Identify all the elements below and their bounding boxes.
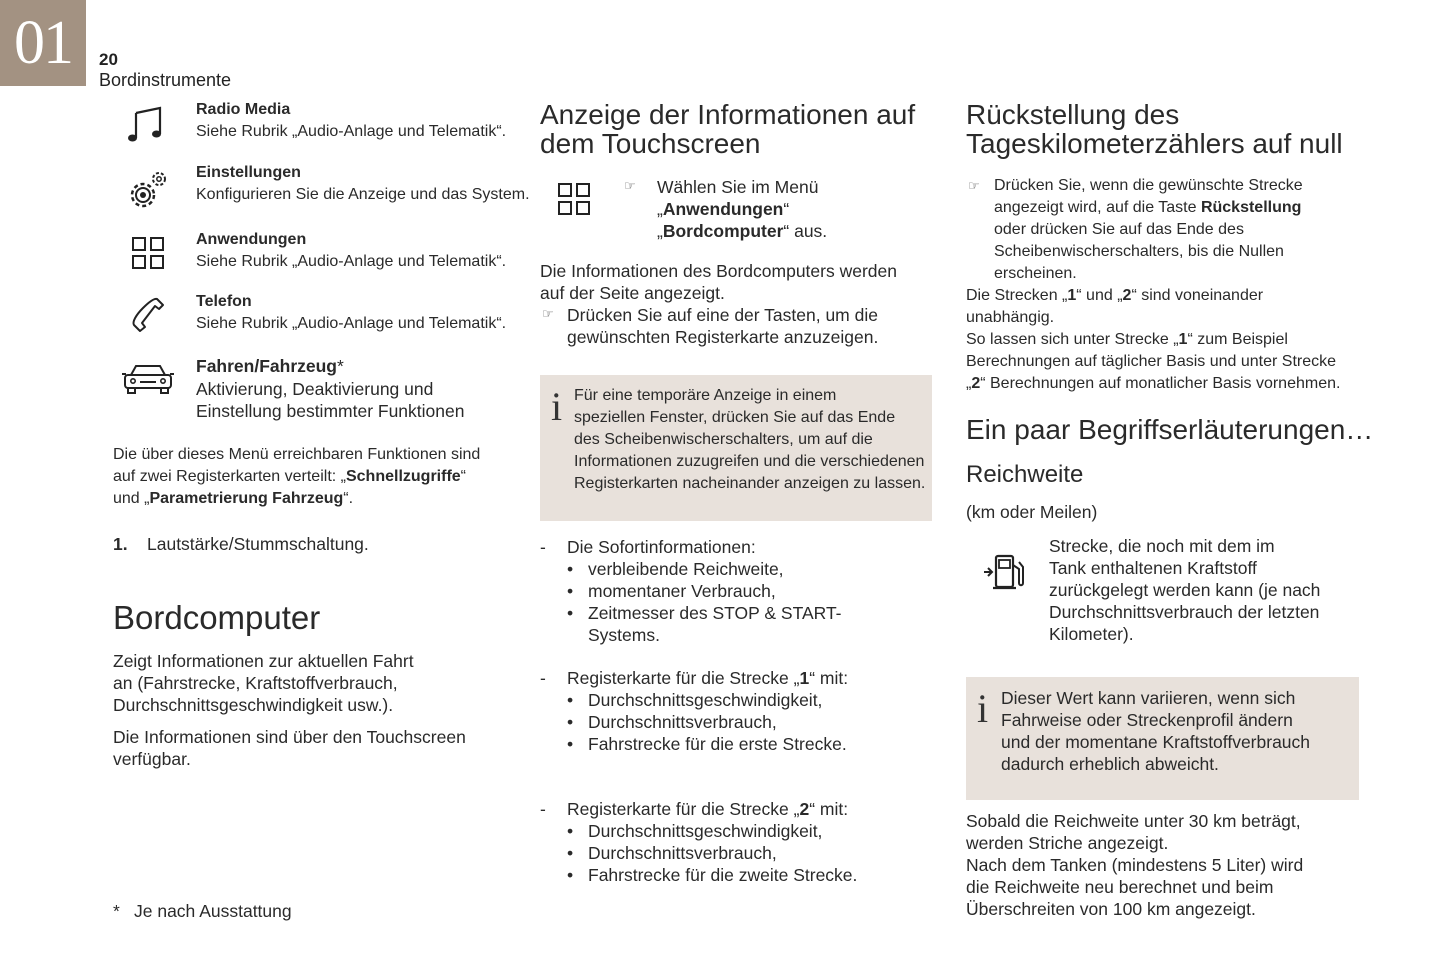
info-icon: i xyxy=(551,384,563,429)
tabs-text-l2c: “ xyxy=(460,468,466,485)
list2-dash: - xyxy=(540,668,546,688)
tabs-text-line1: Die über dieses Menü erreichbaren Funktionen sind xyxy=(113,446,481,463)
col3-title-l2: Tageskilometerzählers auf null xyxy=(966,128,1343,159)
bordcomputer-p2-l2: verfügbar. xyxy=(113,749,191,769)
col3-p2-b: 1 xyxy=(1178,331,1188,348)
col3-unit: (km oder Meilen) xyxy=(966,502,1098,522)
col3-p1-c: “ und „ xyxy=(1076,287,1123,304)
col2-step-l3a: „ xyxy=(657,221,663,241)
col3-p2-l3 xyxy=(966,373,1340,395)
note-line-2: Fahrweise oder Streckenprofil ändern xyxy=(1001,710,1293,730)
gears-icon xyxy=(126,169,168,213)
list3-head xyxy=(567,798,848,820)
car-icon xyxy=(122,362,174,396)
menu-title-radio-media: Radio Media xyxy=(196,101,291,118)
fuel-line-2: Tank enthaltenen Kraftstoff xyxy=(1049,558,1257,578)
hand-pointer-icon: ☞ xyxy=(542,306,554,321)
item1-number: 1. xyxy=(113,534,128,554)
list-item: • Zeitmesser des STOP & START- xyxy=(567,602,842,624)
fuel-line-1: Strecke, die noch mit dem im xyxy=(1049,536,1275,556)
fuel-line-3: zurückgelegt werden kann (je nach xyxy=(1049,580,1321,600)
col3-p3-l3: Nach dem Tanken (mindestens 5 Liter) wird xyxy=(966,855,1304,875)
col2-title-l1: Anzeige der Informationen auf xyxy=(540,99,916,130)
tabs-text-schnellzugriffe: Schnellzugriffe xyxy=(345,468,461,485)
info-note xyxy=(966,677,1359,800)
col3-p2-a: So lassen sich unter Strecke „ xyxy=(966,331,1179,348)
col3-step-l5: erscheinen. xyxy=(994,265,1077,282)
col3-p1-l2: unabhängig. xyxy=(966,309,1055,326)
info-note xyxy=(540,375,932,521)
list-item: • Durchschnittsgeschwindigkeit, xyxy=(567,820,857,842)
note-line-5: Registerkarten nacheinander anzeigen zu lassen. xyxy=(574,475,926,492)
tabs-text-line2 xyxy=(113,466,466,488)
menu-title-einstellungen: Einstellungen xyxy=(196,164,301,181)
list3-head-c: “ mit: xyxy=(809,799,849,819)
bordcomputer-title: Bordcomputer xyxy=(113,599,321,636)
col3-p3-l4: die Reichweite neu berechnet und beim xyxy=(966,877,1274,897)
col3-heading-begriffe: Ein paar Begriffserläuterungen… xyxy=(966,414,1374,445)
fuel-pump-icon xyxy=(983,553,1027,591)
col3-p1-b: 1 xyxy=(1067,287,1077,304)
page-section: Bordinstrumente xyxy=(99,70,232,90)
col3-p2-l1 xyxy=(966,329,1288,351)
note-line-3: des Scheibenwischerschalters, um auf die xyxy=(574,431,873,448)
list2-head-c: “ mit: xyxy=(809,668,849,688)
col3-p2-l3a: „ xyxy=(966,375,972,392)
music-note-icon xyxy=(127,106,167,144)
col2-p1-l1: Die Informationen des Bordcomputers werden xyxy=(540,261,897,281)
col2-title-l2: dem Touchscreen xyxy=(540,128,761,159)
list2-head-b: 1 xyxy=(799,668,810,688)
list3-dash: - xyxy=(540,799,546,819)
list2-head xyxy=(567,667,848,689)
item1-text: Lautstärke/Stummschaltung. xyxy=(147,534,369,554)
fuel-line-5: Kilometer). xyxy=(1049,624,1134,644)
tabs-text-parametrierung: Parametrierung Fahrzeug xyxy=(149,490,344,507)
list2-head-a: Registerkarte für die Strecke „ xyxy=(567,668,800,688)
menu-title-fahren xyxy=(196,356,344,377)
col3-step-l4: Scheibenwischerschalters, bis die Nullen xyxy=(994,243,1284,260)
list1-items xyxy=(567,558,842,624)
list1-item-cont: Systems. xyxy=(588,625,660,645)
note-line-2: speziellen Fenster, drücken Sie auf das Ende xyxy=(574,409,896,426)
phone-icon xyxy=(130,296,166,334)
menu-desc-anwendungen: Siehe Rubrik „Audio-Anlage und Telematik“. xyxy=(196,253,507,270)
list1-dash: - xyxy=(540,537,546,557)
fuel-line-4: Durchschnittsverbrauch der letzten xyxy=(1049,602,1320,622)
col3-step-l2a: angezeigt wird, auf die Taste xyxy=(994,199,1201,216)
tabs-text-l2a: auf zwei Registerkarten verteilt: „ xyxy=(113,468,346,485)
col3-p1-d: 2 xyxy=(1122,287,1132,304)
tabs-text-l3c: “. xyxy=(343,490,354,507)
note-line-4: dadurch erheblich abweicht. xyxy=(1001,754,1219,774)
bordcomputer-p2-l1: Die Informationen sind über den Touchscreen xyxy=(113,727,466,747)
menu-desc-telefon: Siehe Rubrik „Audio-Anlage und Telematik“. xyxy=(196,315,507,332)
list-item: • Durchschnittsverbrauch, xyxy=(567,842,857,864)
tabs-text-line3 xyxy=(113,488,353,510)
list-item: • Durchschnittsverbrauch, xyxy=(567,711,847,733)
col3-p2-l2: Berechnungen auf täglicher Basis und unter Strecke xyxy=(966,353,1337,370)
list-item: • Durchschnittsgeschwindigkeit, xyxy=(567,689,847,711)
fahren-title: Fahren/Fahrzeug xyxy=(196,356,337,376)
list3-head-a: Registerkarte für die Strecke „ xyxy=(567,799,800,819)
col2-step-l2 xyxy=(657,198,789,220)
apps-grid-icon xyxy=(557,182,591,216)
fahren-line2: Einstellung bestimmter Funktionen xyxy=(196,401,465,421)
list-item: • Fahrstrecke für die erste Strecke. xyxy=(567,733,847,755)
info-icon: i xyxy=(977,686,989,731)
col3-title-l1: Rückstellung des xyxy=(966,99,1180,130)
col3-p3-l2: werden Striche angezeigt. xyxy=(966,833,1169,853)
col2-step-l3 xyxy=(657,220,827,242)
col3-heading-reichweite: Reichweite xyxy=(966,461,1084,488)
col2-step-l1: Wählen Sie im Menü xyxy=(657,177,819,197)
note-line-4: Informationen zuzugreifen und die verschiedenen xyxy=(574,453,925,470)
note-line-1: Dieser Wert kann variieren, wenn sich xyxy=(1001,688,1296,708)
list-item: • momentaner Verbrauch, xyxy=(567,580,842,602)
col2-step-bordcomputer: Bordcomputer xyxy=(662,221,784,241)
col3-p2-l3b: 2 xyxy=(971,375,981,392)
col3-p1-l1 xyxy=(966,285,1263,307)
col2-step2-l1: Drücken Sie auf eine der Tasten, um die xyxy=(567,305,878,325)
col3-step-l3: oder drücken Sie auf das Ende des xyxy=(994,221,1244,238)
menu-title-anwendungen: Anwendungen xyxy=(196,231,307,248)
col3-step-rueckstellung: Rückstellung xyxy=(1200,199,1302,216)
col2-step-l2a: „ xyxy=(657,199,663,219)
menu-title-telefon: Telefon xyxy=(196,293,252,310)
list2-items xyxy=(567,689,847,755)
bordcomputer-p1-l1: Zeigt Informationen zur aktuellen Fahrt xyxy=(113,651,414,671)
col3-p1-e: “ sind voneinander xyxy=(1131,287,1264,304)
tabs-text-l3a: und „ xyxy=(113,490,150,507)
menu-desc-radio-media: Siehe Rubrik „Audio-Anlage und Telematik“. xyxy=(196,123,507,140)
bordcomputer-p1-l2: an (Fahrstrecke, Kraftstoffverbrauch, xyxy=(113,673,398,693)
col2-step-anwendungen: Anwendungen xyxy=(662,199,784,219)
list3-head-b: 2 xyxy=(799,799,810,819)
fahren-star: * xyxy=(337,356,344,376)
apps-grid-icon xyxy=(131,236,165,270)
col2-step-l3c: “ aus. xyxy=(783,221,828,241)
col2-step2-l2: gewünschten Registerkarte anzuzeigen. xyxy=(567,327,879,347)
col3-step-l1: Drücken Sie, wenn die gewünschte Strecke xyxy=(994,177,1303,194)
bordcomputer-p1-l3: Durchschnittsgeschwindigkeit usw.). xyxy=(113,695,394,715)
note-line-1: Für eine temporäre Anzeige in einem xyxy=(574,387,837,404)
col3-p2-c: “ zum Beispiel xyxy=(1187,331,1288,348)
col3-p2-l3c: “ Berechnungen auf monatlicher Basis vornehmen. xyxy=(980,375,1341,392)
col3-p1-a: Die Strecken „ xyxy=(966,287,1068,304)
fahren-line1: Aktivierung, Deaktivierung und xyxy=(196,379,434,399)
footnote-text: Je nach Ausstattung xyxy=(134,901,292,921)
hand-pointer-icon: ☞ xyxy=(624,178,636,193)
chapter-number: 01 xyxy=(0,0,86,86)
page-number: 20 xyxy=(99,50,118,69)
list-item: • verbleibende Reichweite, xyxy=(567,558,842,580)
list-item: • Fahrstrecke für die zweite Strecke. xyxy=(567,864,857,886)
col2-step-l2c: “ xyxy=(783,199,790,219)
col3-p3-l1: Sobald die Reichweite unter 30 km beträgt, xyxy=(966,811,1301,831)
list1-head: Die Sofortinformationen: xyxy=(567,537,756,557)
col3-p3-l5: Überschreiten von 100 km angezeigt. xyxy=(966,899,1256,919)
col3-step-l2 xyxy=(994,197,1301,219)
list3-items xyxy=(567,820,857,886)
footnote-star: * xyxy=(113,901,120,921)
note-line-3: und der momentane Kraftstoffverbrauch xyxy=(1001,732,1311,752)
menu-desc-einstellungen: Konfigurieren Sie die Anzeige und das System. xyxy=(196,186,530,203)
hand-pointer-icon: ☞ xyxy=(968,178,980,193)
col2-p1-l2: auf der Seite angezeigt. xyxy=(540,283,725,303)
